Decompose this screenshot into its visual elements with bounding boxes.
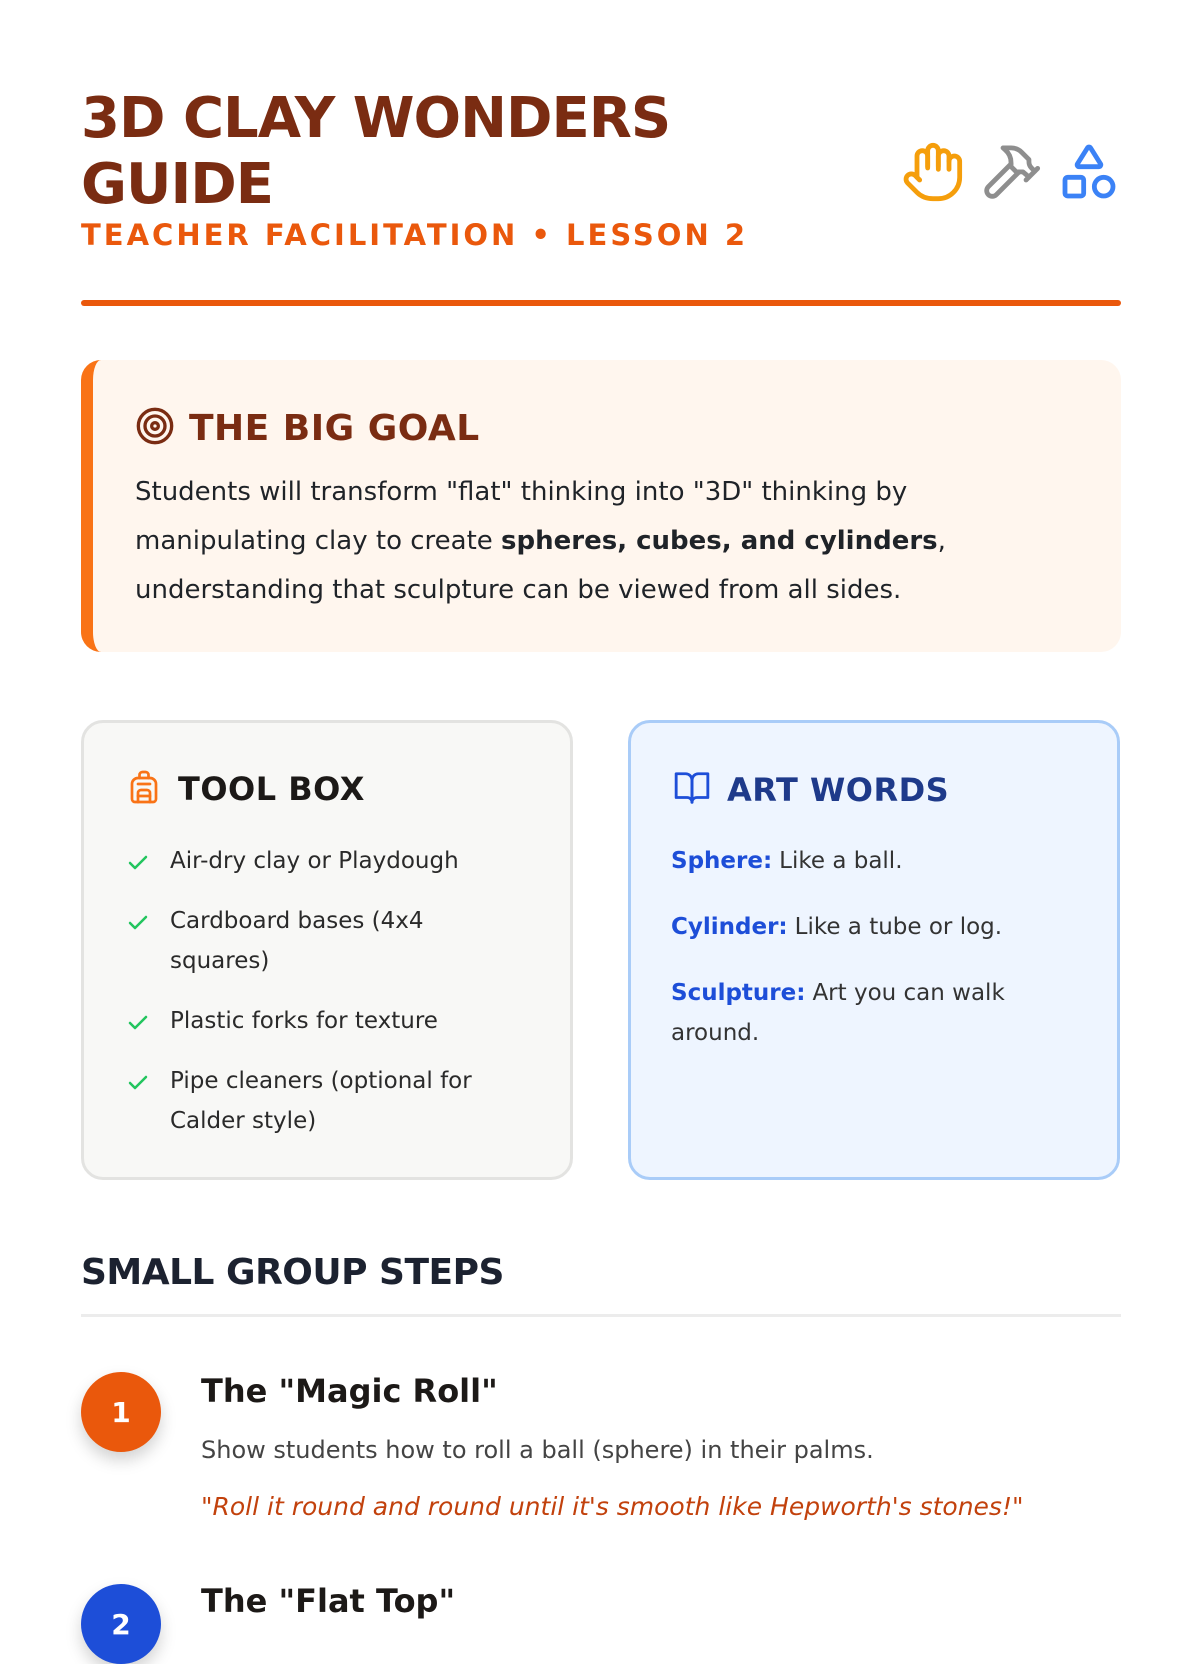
big-goal-text-end: , understanding that sculpture can be viewed from all sides. xyxy=(135,526,946,605)
header-divider xyxy=(81,300,1121,306)
step-number-badge: 1 xyxy=(81,1372,161,1452)
list-item xyxy=(126,901,526,981)
tool-item-label: Air-dry clay or Playdough xyxy=(170,848,459,874)
target-icon xyxy=(135,406,175,450)
tool-box-card xyxy=(81,720,573,1180)
step-title: The "Magic Roll" xyxy=(201,1372,498,1410)
steps-divider xyxy=(81,1314,1121,1317)
list-item xyxy=(671,907,1071,947)
step-quote: "Roll it round and round until it's smooth like Hepworth's stones!" xyxy=(201,1492,1024,1521)
check-icon xyxy=(126,1071,150,1095)
check-icon xyxy=(126,911,150,935)
word-term: Sphere: xyxy=(671,848,773,874)
art-words-header xyxy=(673,769,949,811)
big-goal-text xyxy=(135,468,1035,615)
page-subtitle: TEACHER FACILITATION • LESSON 2 xyxy=(81,218,748,252)
check-icon xyxy=(126,851,150,875)
big-goal-text-start: Students will transform "flat" thinking into "3D" thinking by manipulating clay to create xyxy=(135,477,908,556)
steps-section-title: SMALL GROUP STEPS xyxy=(81,1252,504,1293)
hammer-icon xyxy=(979,140,1043,204)
header-icons xyxy=(901,140,1121,204)
big-goal-text-shapes: spheres, cubes, and cylinders xyxy=(501,526,938,556)
tool-box-list xyxy=(126,841,526,1161)
art-words-title: ART WORDS xyxy=(727,771,950,809)
word-term: Cylinder: xyxy=(671,914,788,940)
page-title: 3D CLAY WONDERS GUIDE xyxy=(81,86,671,217)
word-term: Sculpture: xyxy=(671,980,806,1006)
tool-box-header xyxy=(126,769,365,809)
big-goal-title: THE BIG GOAL xyxy=(189,407,480,449)
word-definition: Like a ball. xyxy=(779,848,903,874)
list-item xyxy=(671,841,1071,881)
tool-item-label: Cardboard bases (4x4 squares) xyxy=(170,908,424,974)
hand-icon xyxy=(901,140,965,204)
word-definition: Like a tube or log. xyxy=(794,914,1003,940)
tool-box-title: TOOL BOX xyxy=(178,770,365,808)
list-item xyxy=(126,1061,526,1141)
step-description: Show students how to roll a ball (sphere) in their palms. xyxy=(201,1436,874,1464)
big-goal-header xyxy=(135,406,480,450)
list-item xyxy=(126,841,526,881)
big-goal-box xyxy=(81,360,1121,652)
art-words-card xyxy=(628,720,1120,1180)
backpack-icon xyxy=(126,769,162,809)
tool-item-label: Pipe cleaners (optional for Calder style) xyxy=(170,1068,472,1134)
step-title: The "Flat Top" xyxy=(201,1582,456,1620)
step-number-badge: 2 xyxy=(81,1584,161,1664)
book-icon xyxy=(673,769,711,811)
tool-item-label: Plastic forks for texture xyxy=(170,1008,438,1034)
list-item xyxy=(126,1001,526,1041)
shapes-icon xyxy=(1057,140,1121,204)
check-icon xyxy=(126,1011,150,1035)
art-words-list xyxy=(671,841,1071,1079)
list-item xyxy=(671,973,1071,1053)
word-definition: Art you can walk around. xyxy=(671,980,1005,1046)
